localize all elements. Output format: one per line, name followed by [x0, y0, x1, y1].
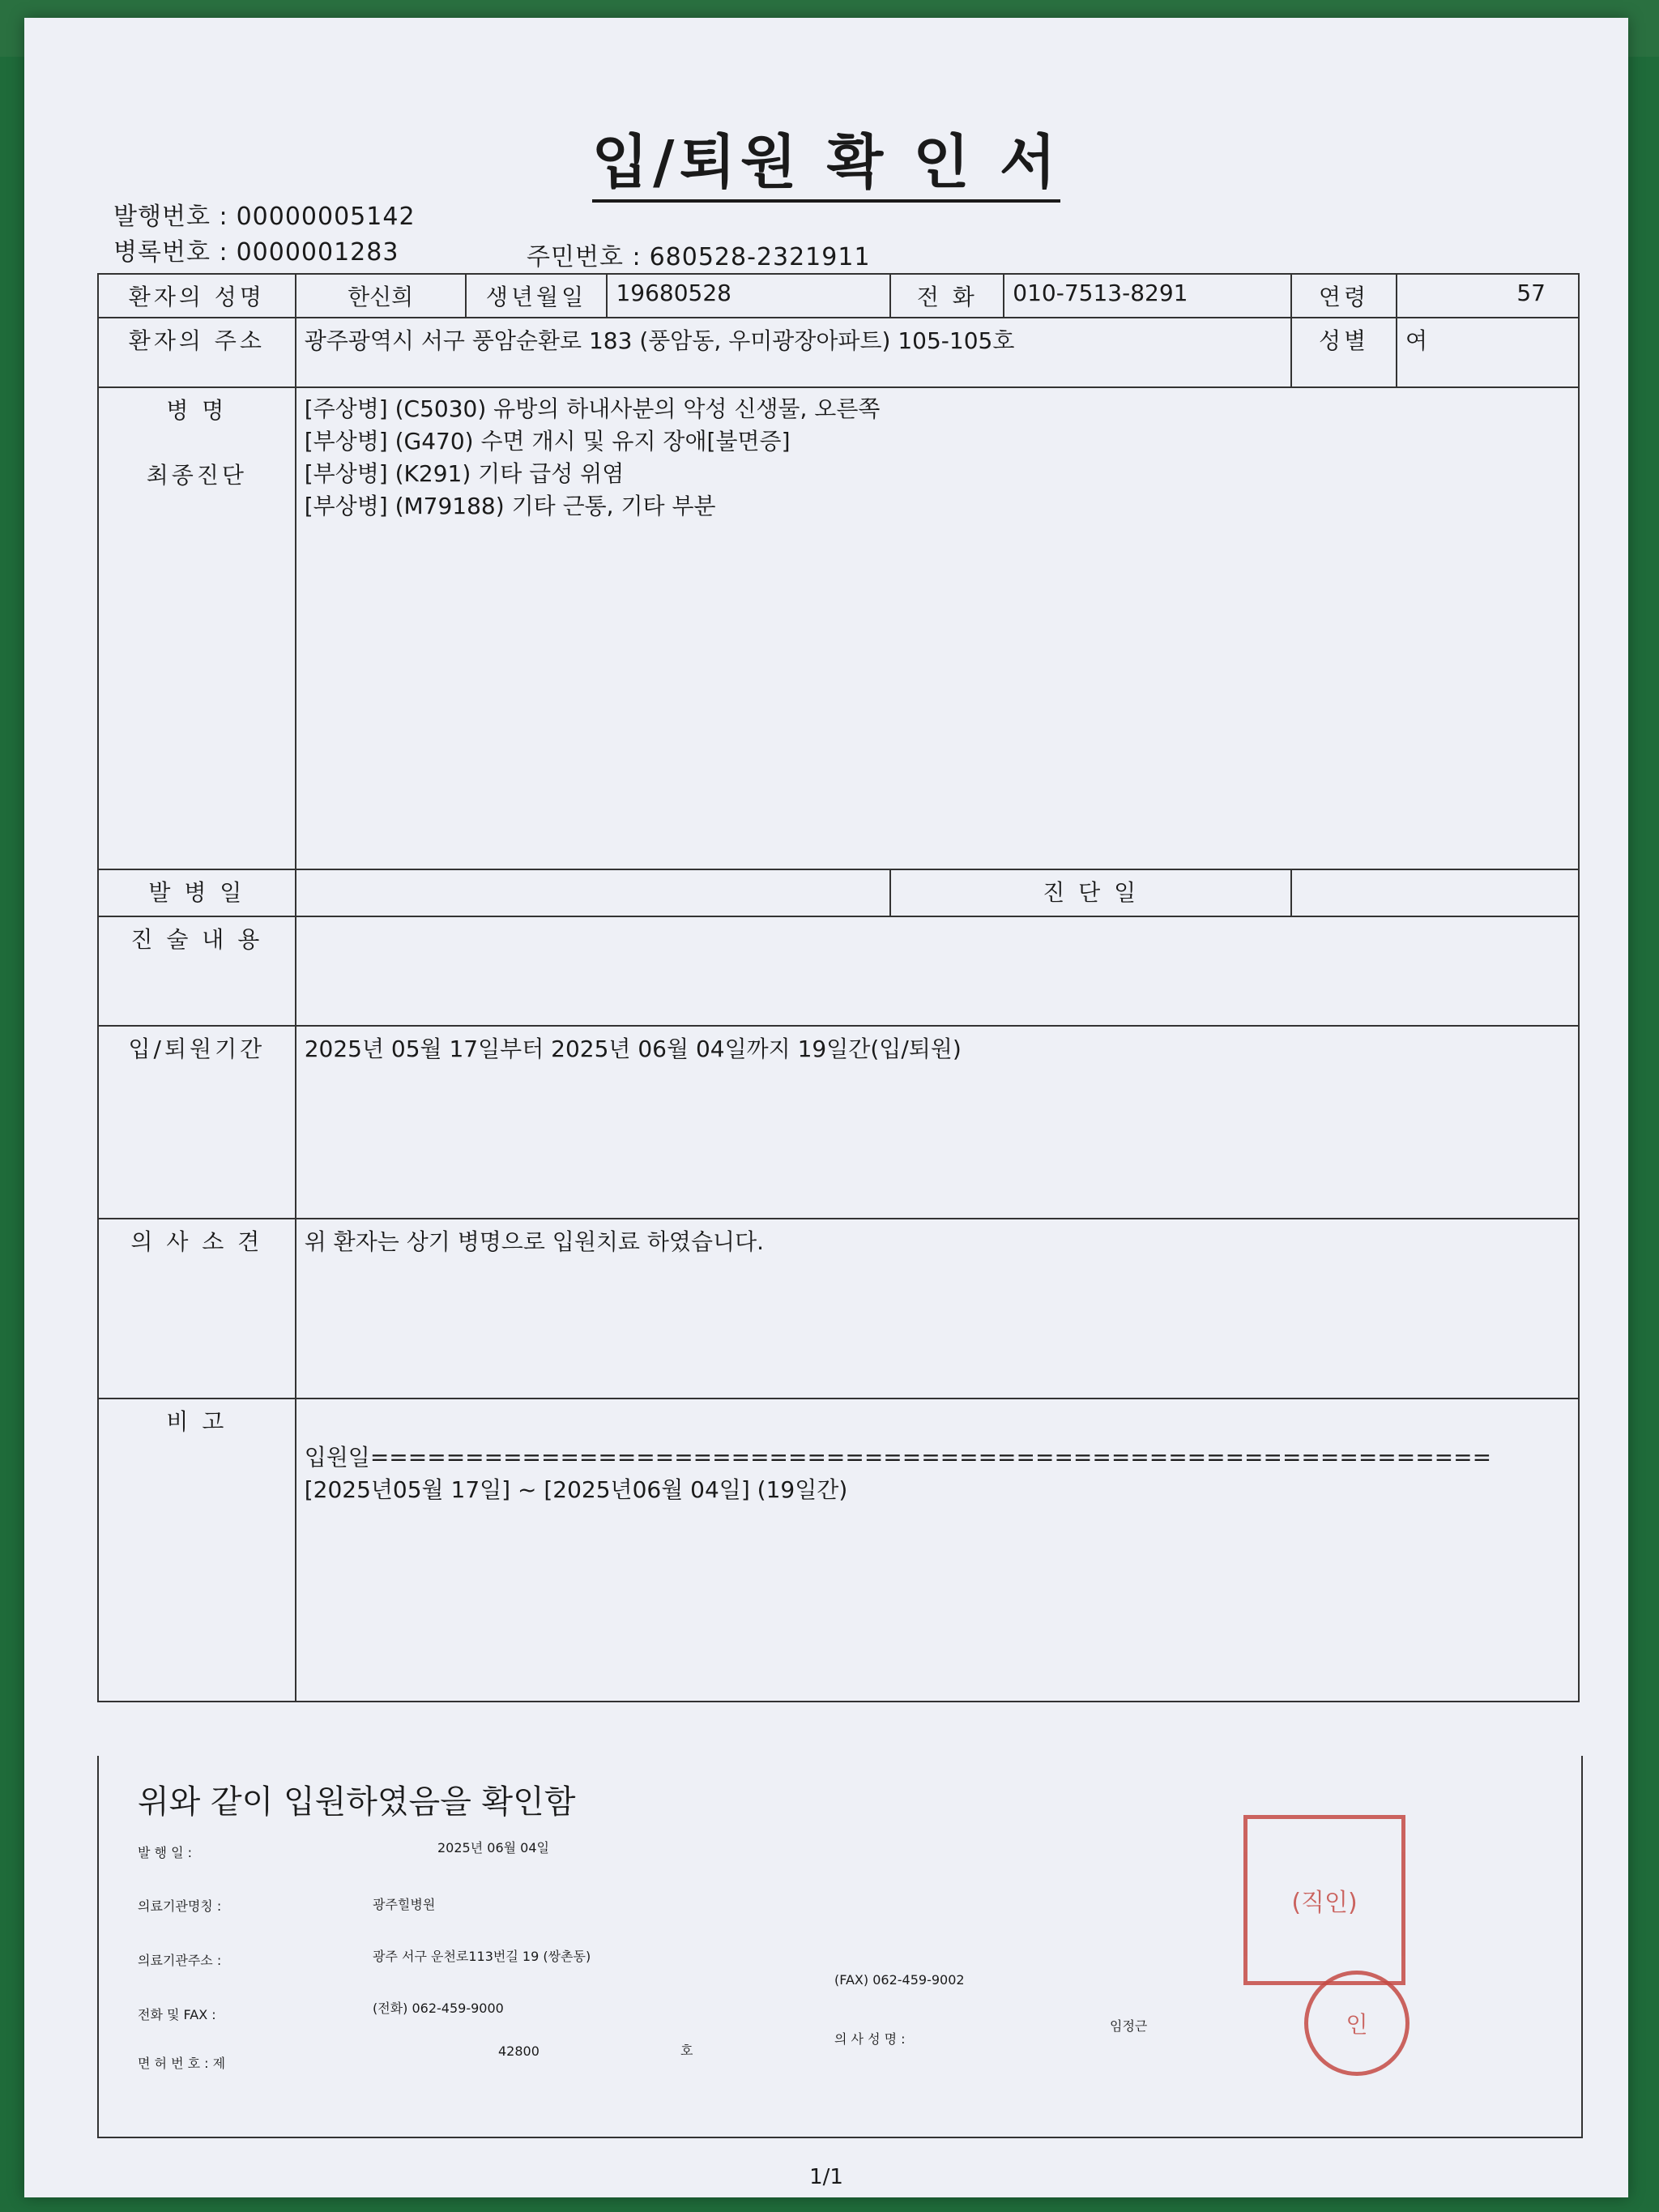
- remarks-value: [296, 1399, 1579, 1702]
- statement-label: 진 술 내 용: [98, 916, 296, 1026]
- issue-date-value: 2025년 06월 04일: [437, 1840, 549, 1855]
- opinion-label: 의 사 소 견: [98, 1219, 296, 1399]
- confirmation-text: 위와 같이 입원하였음을 확인함: [138, 1783, 576, 1821]
- hospital-name: 광주힐병원: [373, 1897, 436, 1912]
- doctor-seal: 인: [1304, 1971, 1410, 2076]
- hospital-phone: (전화) 062-459-9000: [373, 2001, 504, 2016]
- remarks-line: 입원일===========================================================: [304, 1444, 1492, 1471]
- patient-name: 한신희: [296, 274, 466, 318]
- diag-date-label: 진 단 일: [890, 869, 1291, 916]
- license-number: 42800: [498, 2043, 539, 2059]
- address-value: 광주광역시 서구 풍암순환로 183 (풍암동, 우미광장아파트) 105-105호: [296, 318, 1291, 387]
- certificate-table: [97, 273, 1580, 1702]
- statement-value: [296, 916, 1579, 1026]
- doctor-name: 임정근: [1110, 2018, 1148, 2034]
- opinion-value: 위 환자는 상기 병명으로 입원치료 하였습니다.: [296, 1219, 1579, 1399]
- remarks-label: 비 고: [98, 1399, 296, 1702]
- resident-number: 주민번호 : 680528-2321911: [527, 243, 871, 271]
- document-title: 입/퇴원 확 인 서: [24, 115, 1628, 199]
- patient-name-label: 환자의 성명: [98, 274, 296, 318]
- page-number: 1/1: [809, 2165, 843, 2189]
- phone-fax-label: 전화 및 FAX :: [138, 2007, 216, 2022]
- license-suffix: 호: [680, 2043, 693, 2058]
- doctor-label: 의 사 성 명 :: [834, 2031, 906, 2047]
- dob-label: 생년월일: [466, 274, 608, 318]
- sex-value: 여: [1397, 318, 1579, 387]
- hospital-address: 광주 서구 운천로113번길 19 (쌍촌동): [373, 1949, 591, 1964]
- issue-date-label: 발 행 일 :: [138, 1845, 193, 1860]
- age-value: 57: [1397, 274, 1579, 318]
- diagnosis-item: [부상병] (K291) 기타 급성 위염: [304, 460, 625, 487]
- hospital-name-label: 의료기관명칭 :: [138, 1898, 222, 1914]
- issue-number: 발행번호 : 00000005142: [113, 203, 416, 231]
- diagnosis-item: [주상병] (C5030) 유방의 하내사분의 악성 신생물, 오른쪽: [304, 395, 881, 422]
- address-label: 환자의 주소: [98, 318, 296, 387]
- certificate-paper: [24, 18, 1628, 2197]
- remarks-line: [2025년05월 17일] ~ [2025년06월 04일] (19일간): [304, 1476, 848, 1503]
- period-value: 2025년 05월 17일부터 2025년 06월 04일까지 19일간(입/퇴원): [296, 1026, 1579, 1219]
- dob-value: 19680528: [607, 274, 890, 318]
- diag-date-value: [1291, 869, 1579, 916]
- record-number: 병록번호 : 0000001283: [113, 238, 399, 267]
- hospital-seal: (직인): [1243, 1815, 1405, 1985]
- phone-label: 전 화: [890, 274, 1004, 318]
- diagnosis-list: [296, 387, 1579, 869]
- age-label: 연령: [1291, 274, 1397, 318]
- period-label: 입/퇴원기간: [98, 1026, 296, 1219]
- hospital-fax: (FAX) 062-459-9002: [834, 1972, 965, 1988]
- diagnosis-item: [부상병] (G470) 수면 개시 및 유지 장애[불면증]: [304, 428, 791, 455]
- onset-label: 발 병 일: [98, 869, 296, 916]
- sex-label: 성별: [1291, 318, 1397, 387]
- hospital-address-label: 의료기관주소 :: [138, 1953, 222, 1968]
- diagnosis-label: 병 명 최종진단: [98, 387, 296, 869]
- diagnosis-item: [부상병] (M79188) 기타 근통, 기타 부분: [304, 493, 716, 519]
- phone-value: 010-7513-8291: [1004, 274, 1291, 318]
- onset-value: [296, 869, 891, 916]
- license-label: 면 허 번 호 : 제: [138, 2056, 226, 2071]
